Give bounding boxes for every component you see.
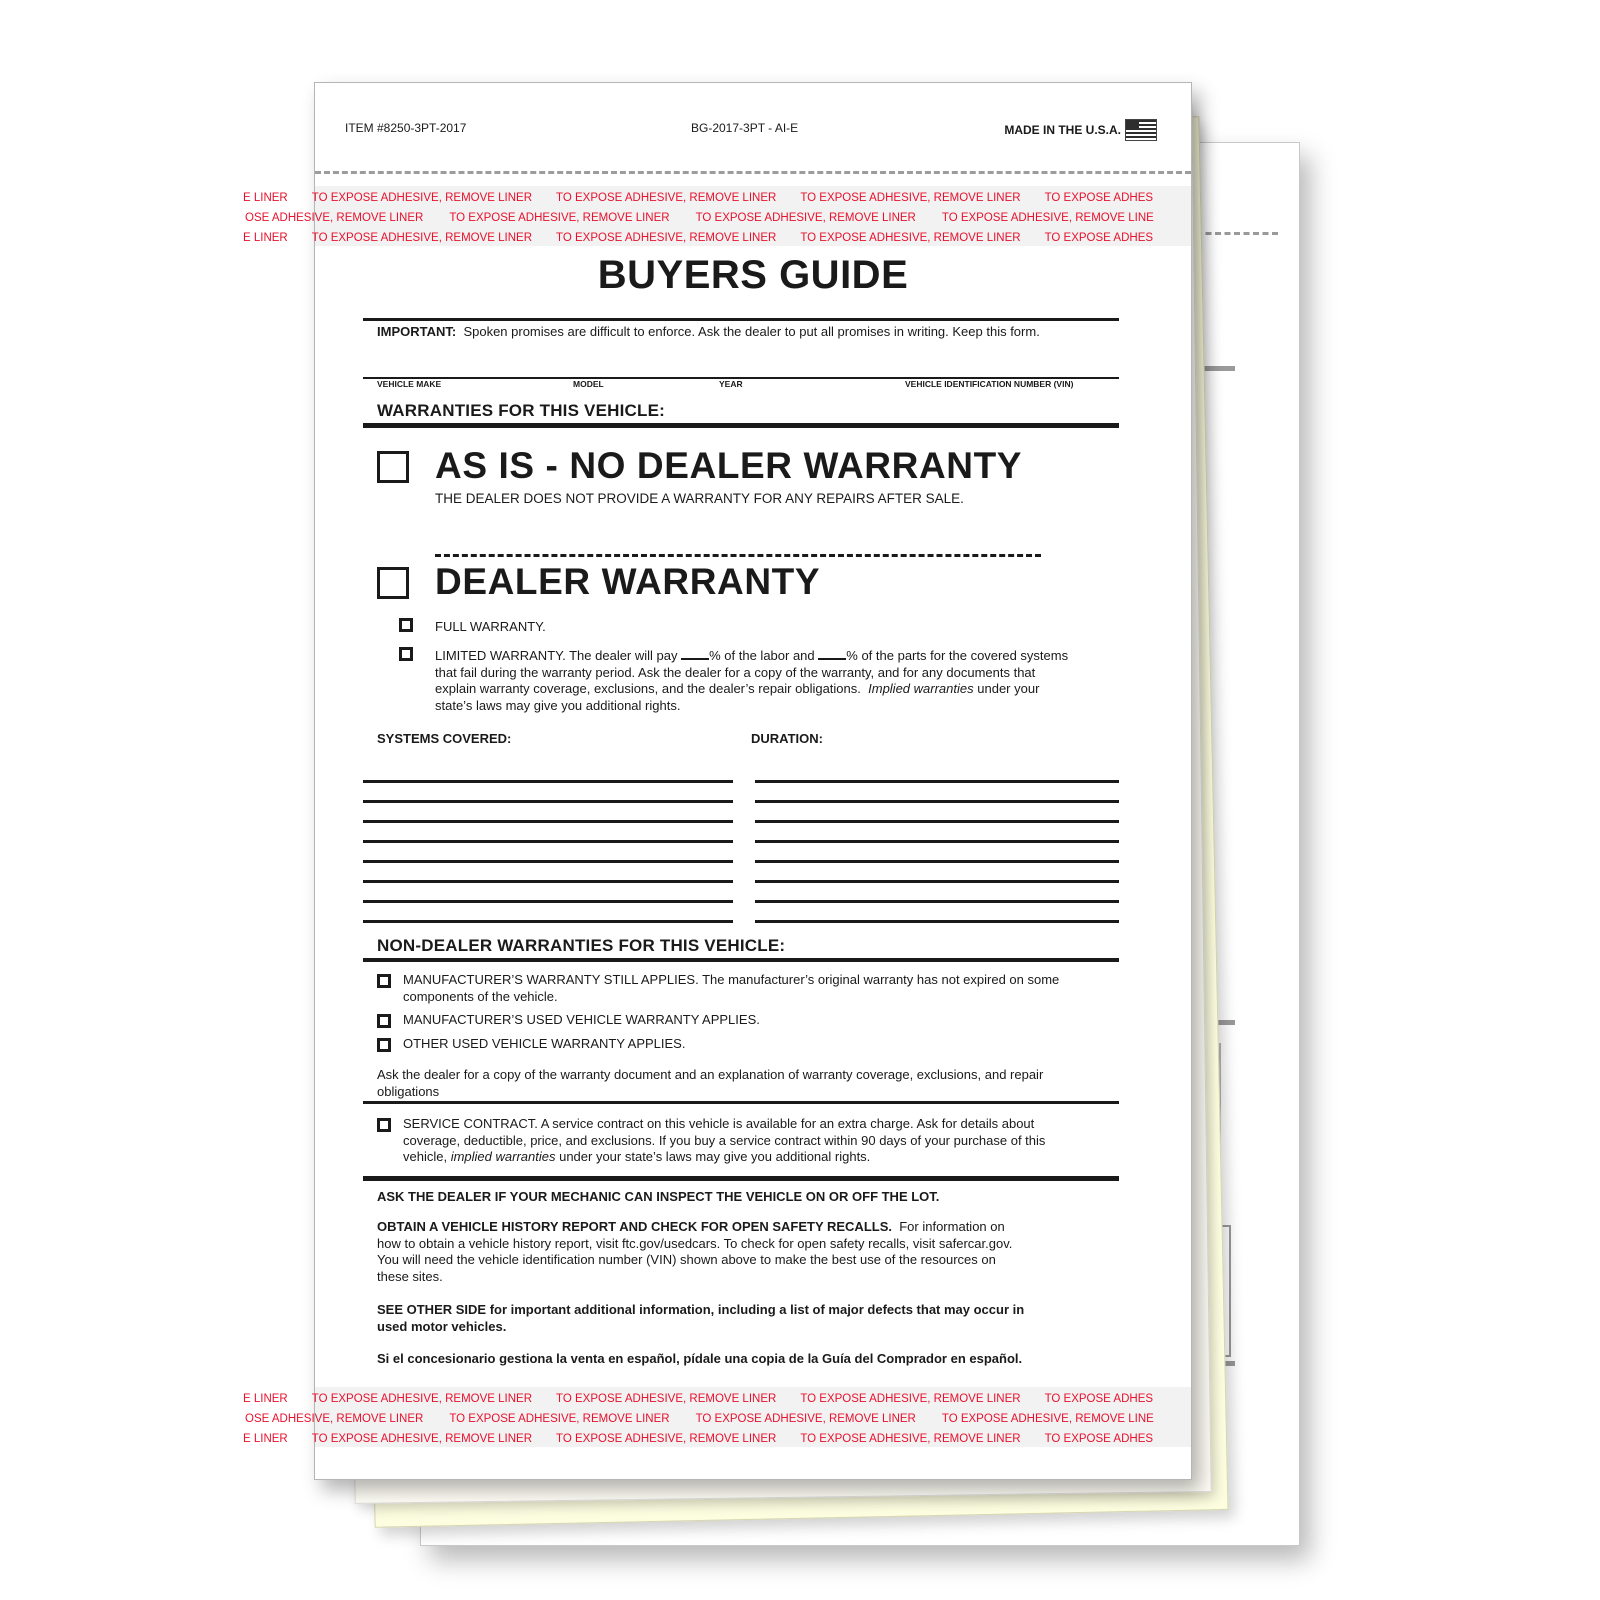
liner-row (243, 1393, 1177, 1405)
mfr-warranty-line: MANUFACTURER’S WARRANTY STILL APPLIES. The manufacturer’s original warranty has not expired on some (403, 972, 1060, 987)
perforation-line (315, 171, 1191, 174)
systems-line[interactable] (363, 880, 733, 883)
made-in-label: MADE IN THE U.S.A. (1004, 123, 1121, 137)
liner-text: E LINER (243, 232, 288, 244)
service-rule (363, 1101, 1119, 1104)
important-label: IMPORTANT: (377, 324, 457, 339)
ask-dealer-line: Ask the dealer for a copy of the warranty document and an explanation of warranty coverage, exclusions, and repair (377, 1067, 1044, 1082)
mechanic-notice: ASK THE DEALER IF YOUR MECHANIC CAN INSPECT THE VEHICLE ON OR OFF THE LOT. (377, 1189, 940, 1204)
limited-line-4: state’s laws may give you additional rights. (435, 697, 681, 713)
liner-text: TO EXPOSE ADHESIVE, REMOVE LINER (695, 1413, 916, 1425)
limited-text-a: LIMITED WARRANTY. The dealer will pay (435, 648, 678, 663)
history-bold: OBTAIN A VEHICLE HISTORY REPORT AND CHECK FOR OPEN SAFETY RECALLS. (377, 1219, 892, 1234)
liner-text: TO EXPOSE ADHESIVE, REMOVE LINE (941, 212, 1154, 224)
liner-row (245, 1413, 1180, 1425)
systems-line[interactable] (363, 920, 733, 923)
duration-label: DURATION: (751, 731, 823, 746)
limited-line-2: that fail during the warranty period. Ask the dealer for a copy of the warranty, and for any documents that (435, 664, 1036, 680)
liner-text: E LINER (243, 1433, 288, 1445)
implied-warranties-italic: implied warranties (450, 1149, 556, 1165)
duration-line[interactable] (755, 900, 1119, 903)
as-is-checkbox[interactable] (377, 451, 409, 483)
service-line: coverage, deductible, price, and exclusions. If you buy a service contract within 90 days of your purchase of this (403, 1132, 1046, 1148)
systems-line[interactable] (363, 900, 733, 903)
liner-text: TO EXPOSE ADHESIVE, REMOVE LINER (800, 1433, 1021, 1445)
see-other-line: SEE OTHER SIDE for important additional information, including a list of major defects that may occur in (377, 1302, 1025, 1317)
year-label: YEAR (719, 379, 743, 389)
liner-text: TO EXPOSE ADHESIVE, REMOVE LINER (800, 232, 1021, 244)
mfr-warranty-line: components of the vehicle. (403, 988, 558, 1004)
systems-covered-label: SYSTEMS COVERED: (377, 731, 512, 746)
duration-line[interactable] (755, 880, 1119, 883)
ask-dealer-text (377, 1067, 1043, 1100)
liner-text: TO EXPOSE ADHESIVE, REMOVE LINER (556, 192, 777, 204)
as-is-subtext: THE DEALER DOES NOT PROVIDE A WARRANTY FOR ANY REPAIRS AFTER SALE. (435, 491, 964, 506)
see-other-side (377, 1302, 1024, 1335)
service-contract-text (403, 1116, 1045, 1166)
liner-row (243, 192, 1177, 204)
parts-percent-blank[interactable] (818, 658, 846, 660)
limited-line-3 (435, 681, 1115, 698)
duration-line[interactable] (755, 920, 1119, 923)
vin-label: VEHICLE IDENTIFICATION NUMBER (VIN) (905, 379, 1074, 389)
service-text: under your state’s laws may give you additional rights. (559, 1149, 871, 1165)
service-text: vehicle, (403, 1149, 448, 1165)
vehicle-make-label: VEHICLE MAKE (377, 379, 442, 389)
history-line: how to obtain a vehicle history report, visit ftc.gov/usedcars. To check for open safety recalls, visit safercar.gov. (377, 1235, 1013, 1251)
warranties-rule (363, 423, 1119, 428)
liner-text: TO EXPOSE ADHESIVE, REMOVE LINER (556, 232, 777, 244)
liner-row (243, 232, 1177, 244)
service-contract-checkbox[interactable] (377, 1118, 391, 1132)
liner-text: TO EXPOSE ADHES (1044, 232, 1154, 244)
service-line (403, 1149, 1045, 1166)
spanish-notice: Si el concesionario gestiona la venta en español, pídale una copia de la Guía del Comprador en español. (377, 1351, 1023, 1366)
model-label: MODEL (573, 379, 604, 389)
limited-text-b: % of the labor and (709, 648, 815, 663)
systems-line[interactable] (363, 780, 733, 783)
history-text: For information on (899, 1219, 1005, 1234)
duration-line[interactable] (755, 780, 1119, 783)
non-dealer-rule (363, 958, 1119, 962)
as-is-heading: AS IS - NO DEALER WARRANTY (435, 445, 1023, 486)
history-line: these sites. (377, 1268, 443, 1284)
liner-text: TO EXPOSE ADHESIVE, REMOVE LINER (800, 192, 1021, 204)
labor-percent-blank[interactable] (681, 658, 709, 660)
dealer-warranty-heading: DEALER WARRANTY (435, 561, 821, 602)
liner-text: TO EXPOSE ADHESIVE, REMOVE LINER (800, 1393, 1021, 1405)
back-perforation (1196, 232, 1278, 235)
limited-text: explain warranty coverage, exclusions, and the dealer’s repair obligations. (435, 681, 861, 697)
other-used-checkbox[interactable] (377, 1038, 391, 1052)
history-report-text (377, 1219, 1012, 1285)
other-used-label: OTHER USED VEHICLE WARRANTY APPLIES. (403, 1036, 686, 1051)
see-other-line: used motor vehicles. (377, 1318, 507, 1334)
liner-text: TO EXPOSE ADHESIVE, REMOVE LINER (311, 1433, 533, 1445)
important-text: Spoken promises are difficult to enforce. Ask the dealer to put all promises in writing. Keep this form. (463, 324, 1040, 339)
history-line: You will need the vehicle identification number (VIN) shown above to make the best use of the resources on (377, 1252, 996, 1268)
dealer-warranty-checkbox[interactable] (377, 567, 409, 599)
non-dealer-heading: NON-DEALER WARRANTIES FOR THIS VEHICLE: (377, 936, 786, 955)
title-rule (363, 318, 1119, 321)
mfr-warranty-text (403, 972, 1059, 1005)
implied-warranties-italic: Implied warranties (868, 681, 974, 697)
duration-line[interactable] (755, 840, 1119, 843)
footer-rule (363, 1176, 1119, 1181)
adhesive-liner-top[interactable] (243, 186, 1191, 246)
liner-text: TO EXPOSE ADHES (1044, 1393, 1154, 1405)
liner-text: OSE ADHESIVE, REMOVE LINER (245, 1413, 424, 1425)
form-code: BG-2017-3PT - AI-E (691, 121, 799, 135)
adhesive-liner-bottom[interactable] (243, 1387, 1191, 1447)
warranties-heading: WARRANTIES FOR THIS VEHICLE: (377, 401, 665, 420)
limited-text-c: % of the parts for the covered systems (846, 648, 1069, 663)
full-warranty-label: FULL WARRANTY. (435, 619, 546, 634)
systems-line[interactable] (363, 840, 733, 843)
liner-text: TO EXPOSE ADHESIVE, REMOVE LINE (941, 1413, 1154, 1425)
mfr-used-label: MANUFACTURER’S USED VEHICLE WARRANTY APPLIES. (403, 1012, 760, 1027)
liner-text: TO EXPOSE ADHESIVE, REMOVE LINER (556, 1393, 777, 1405)
mfr-used-checkbox[interactable] (377, 1014, 391, 1028)
full-warranty-checkbox[interactable] (399, 618, 413, 632)
dashed-separator (435, 554, 1041, 557)
important-notice (377, 324, 1040, 341)
limited-text: under your (977, 681, 1040, 697)
ask-dealer-line: obligations (377, 1083, 440, 1099)
service-line: SERVICE CONTRACT. A service contract on this vehicle is available for an extra charge. Ask for details about (403, 1116, 1035, 1131)
liner-text: TO EXPOSE ADHESIVE, REMOVE LINER (311, 232, 533, 244)
systems-line[interactable] (363, 860, 733, 863)
liner-text: TO EXPOSE ADHESIVE, REMOVE LINER (556, 1433, 777, 1445)
duration-line[interactable] (755, 820, 1119, 823)
limited-warranty-checkbox[interactable] (399, 647, 413, 661)
liner-text: TO EXPOSE ADHESIVE, REMOVE LINER (311, 192, 533, 204)
liner-text: TO EXPOSE ADHESIVE, REMOVE LINER (311, 1393, 533, 1405)
liner-text: OSE ADHESIVE, REMOVE LINER (245, 212, 424, 224)
limited-line-1 (435, 648, 1115, 665)
liner-text: TO EXPOSE ADHES (1044, 192, 1154, 204)
duration-line[interactable] (755, 860, 1119, 863)
item-number: ITEM #8250-3PT-2017 (345, 121, 467, 135)
systems-line[interactable] (363, 820, 733, 823)
form-title: BUYERS GUIDE (597, 253, 909, 297)
duration-line[interactable] (755, 800, 1119, 803)
liner-row (243, 1433, 1177, 1445)
liner-text: E LINER (243, 192, 288, 204)
systems-line[interactable] (363, 800, 733, 803)
history-line (377, 1219, 1012, 1236)
liner-text: TO EXPOSE ADHESIVE, REMOVE LINER (449, 212, 670, 224)
liner-text: TO EXPOSE ADHESIVE, REMOVE LINER (449, 1413, 670, 1425)
liner-text: E LINER (243, 1393, 288, 1405)
liner-text: TO EXPOSE ADHESIVE, REMOVE LINER (695, 212, 916, 224)
liner-row (245, 212, 1180, 224)
us-flag-icon (1125, 119, 1157, 141)
made-in-usa (1004, 119, 1157, 141)
mfr-warranty-checkbox[interactable] (377, 974, 391, 988)
limited-warranty-text (435, 648, 1115, 714)
liner-text: TO EXPOSE ADHES (1044, 1433, 1154, 1445)
buyers-guide-form (243, 82, 1192, 1480)
